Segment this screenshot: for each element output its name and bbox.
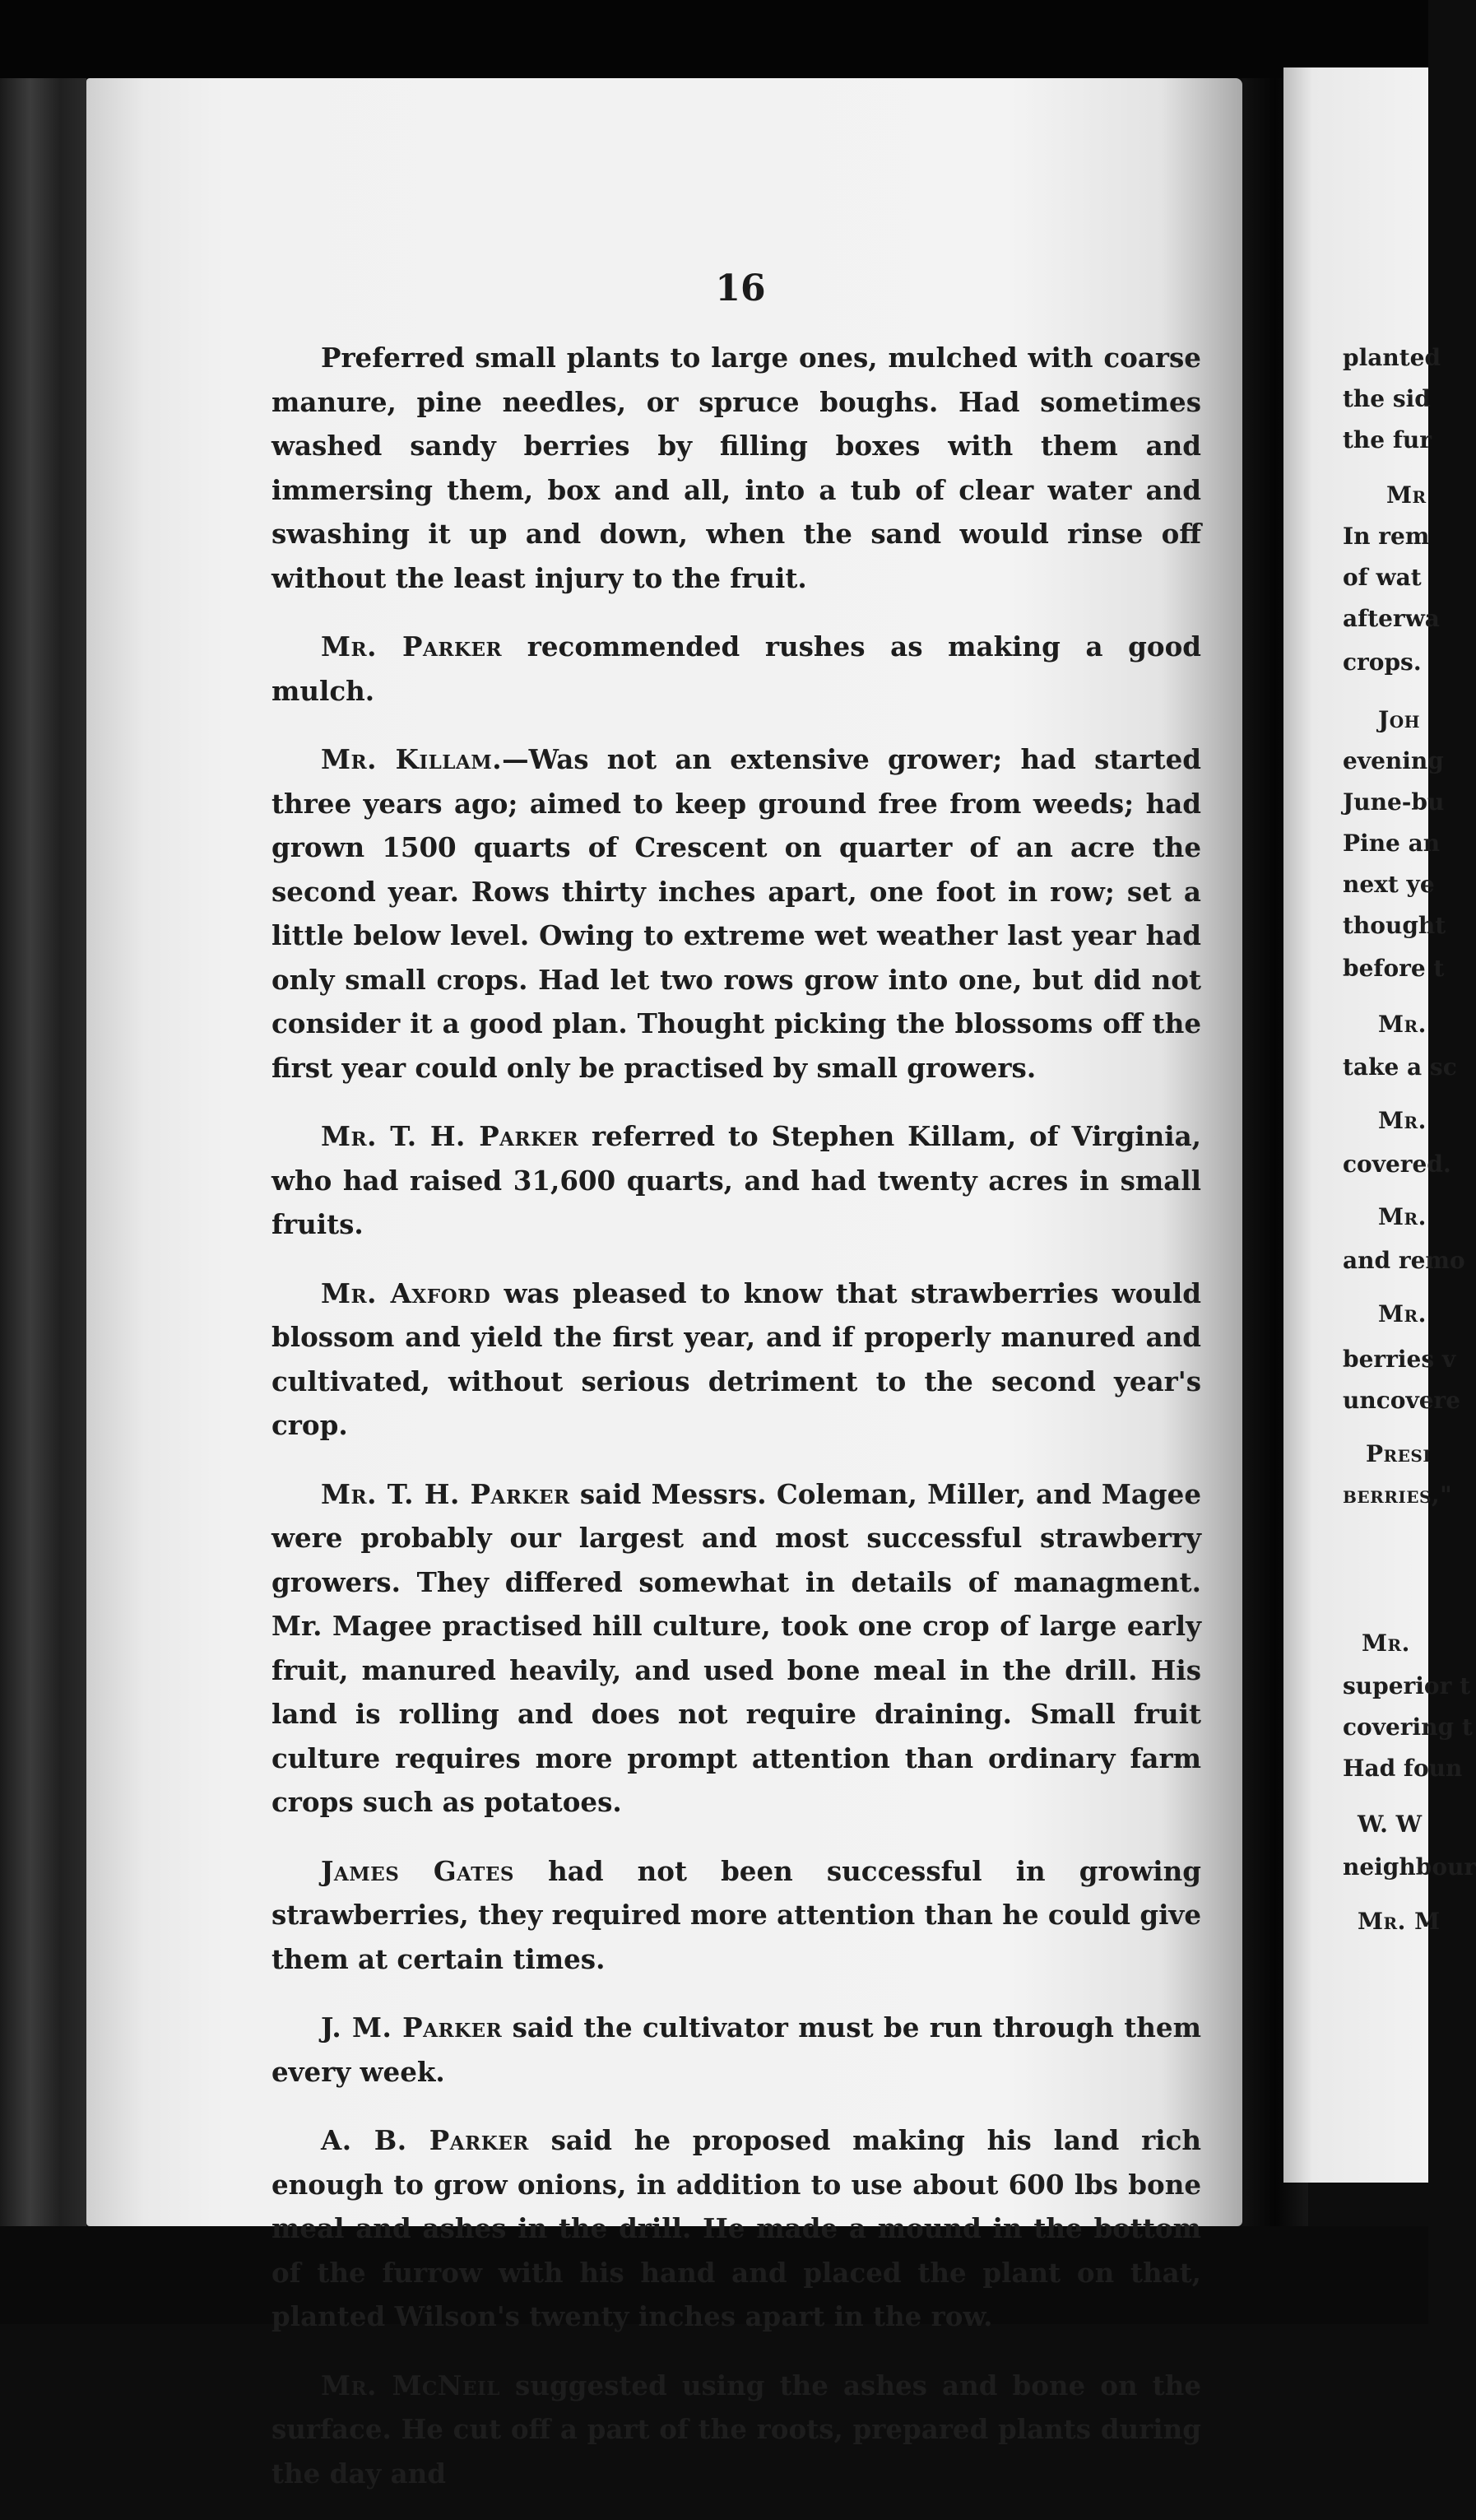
right-page-line: crops. <box>1343 649 1422 676</box>
paragraph-text: recommended rushes as making a good mulch. <box>272 630 1201 707</box>
right-page-line: Mr. <box>1378 1203 1427 1230</box>
paragraph <box>272 625 1201 713</box>
speaker-name: Mr. Killam. <box>321 743 503 775</box>
paragraph <box>272 737 1201 1090</box>
right-page-line: evening <box>1343 747 1444 774</box>
speaker-name: James Gates <box>321 1854 515 1887</box>
book-spine <box>0 78 86 2324</box>
speaker-name: A. B. Parker <box>321 2124 529 2156</box>
right-page-line: before t <box>1343 955 1445 982</box>
right-page-line: take a sc <box>1343 1053 1457 1081</box>
right-page-line: the fur <box>1343 426 1432 453</box>
right-page-line: berries," <box>1343 1481 1453 1509</box>
right-page-line: and remo <box>1343 1247 1465 1274</box>
right-page-line: Mr. M <box>1358 1908 1441 1935</box>
right-page-line: thought <box>1343 912 1446 939</box>
right-page-line: Pine an <box>1343 830 1441 857</box>
speaker-name: J. M. Parker <box>321 2011 503 2043</box>
right-page-line: neighbour <box>1343 1853 1476 1881</box>
paragraph-text: said Messrs. Coleman, Miller, and Magee were probably our largest and most successful strawberry growers. They differed somewhat in details of managment. Mr. Magee practised hill culture, took one crop of large early fruit, manured heavily, and used bone meal in the drill. His land is rolling and does not require draining. Small fruit culture requires more prompt attention than ordinary farm crops such as potatoes. <box>272 1477 1201 1818</box>
right-page-line: of wat <box>1343 564 1422 591</box>
right-page-line: Joh <box>1378 706 1421 733</box>
paragraph <box>272 1272 1201 1448</box>
paragraph <box>272 2364 1201 2496</box>
paragraph-text: referred to Stephen Killam, of Virginia, who had raised 31,600 quarts, and had twenty acres in small fruits. <box>272 1120 1201 1240</box>
right-page-line: Mr. <box>1378 1011 1427 1038</box>
right-page-line: next ye <box>1343 871 1435 898</box>
right-page-line: Mr. <box>1378 1300 1427 1327</box>
paragraph <box>272 1472 1201 1825</box>
paragraph-text: —Was not an extensive grower; had started three years ago; aimed to keep ground free from weeds; had grown 1500 quarts of Crescent on quarter of an acre the second year. Rows thirty inches apart, one foot in row; set a little below level. Owing to extreme wet weather last year had only small crops. Had let two rows grow into one, but did not consider it a good plan. Thought picking the blossoms off the first year could only be practised by small growers. <box>272 743 1201 1084</box>
page-number: 16 <box>715 267 766 309</box>
paragraph <box>272 336 1201 600</box>
paragraph-text: had not been successful in growing strawberries, they required more attention than he could give them at certain times. <box>272 1854 1201 1975</box>
speaker-name: Mr. Axford <box>321 1276 491 1309</box>
paragraph <box>272 2006 1201 2094</box>
right-page-line: the sid <box>1343 385 1431 412</box>
right-page-line: uncovere <box>1343 1387 1461 1414</box>
paragraph <box>272 1849 1201 1982</box>
right-page-line: Mr. <box>1378 1107 1427 1134</box>
right-page-line: Mr <box>1386 481 1427 509</box>
right-page-line: In rem <box>1343 523 1430 550</box>
right-page-line: planted <box>1343 344 1441 371</box>
right-page-line: Presi <box>1366 1440 1432 1467</box>
speaker-name: Mr. McNeil <box>321 2369 500 2401</box>
right-page-line: superior t <box>1343 1672 1471 1699</box>
paragraph-text: suggested using the ashes and bone on the surface. He cut off a part of the roots, prepared plants during the day and <box>272 2369 1201 2490</box>
right-page-line: afterwa <box>1343 605 1440 632</box>
body-text <box>272 336 1201 2520</box>
right-page-line: June-bu <box>1343 788 1445 816</box>
paragraph-text: Preferred small plants to large ones, mulched with coarse manure, pine needles, or spruce boughs. Had sometimes washed sandy berries by filling boxes with them and immersing them, box and all, into a tub of clear water and swashing it up and down, when the sand would rinse off without the least injury to the fruit. <box>272 342 1201 594</box>
right-page-line: Mr. <box>1362 1630 1410 1657</box>
paragraph-text: said he proposed making his land rich enough to grow onions, in addition to use about 600 lbs bone meal and ashes in the drill. He made a mound in the bottom of the furrow with his hand and placed the plant on that, planted Wilson's twenty inches apart in the row. <box>272 2124 1201 2332</box>
paragraph-text: said the cultivator must be run through them every week. <box>272 2011 1201 2088</box>
speaker-name: Mr. T. H. Parker <box>321 1477 570 1510</box>
right-page-line: Had foun <box>1343 1755 1463 1782</box>
speaker-name: Mr. T. H. Parker <box>321 1120 579 1152</box>
right-page-line: berries v <box>1343 1346 1456 1373</box>
paragraph <box>272 2118 1201 2339</box>
right-page-line: W. W <box>1358 1811 1423 1838</box>
right-page-line: covering t <box>1343 1713 1473 1741</box>
scan-top-border <box>0 0 1428 78</box>
right-page-line: covered. <box>1343 1151 1451 1178</box>
paragraph <box>272 1114 1201 1247</box>
speaker-name: Mr. Parker <box>321 630 503 663</box>
paragraph-text: was pleased to know that strawberries would blossom and yield the first year, and if properly manured and cultivated, without serious detriment to the second year's crop. <box>272 1276 1201 1441</box>
